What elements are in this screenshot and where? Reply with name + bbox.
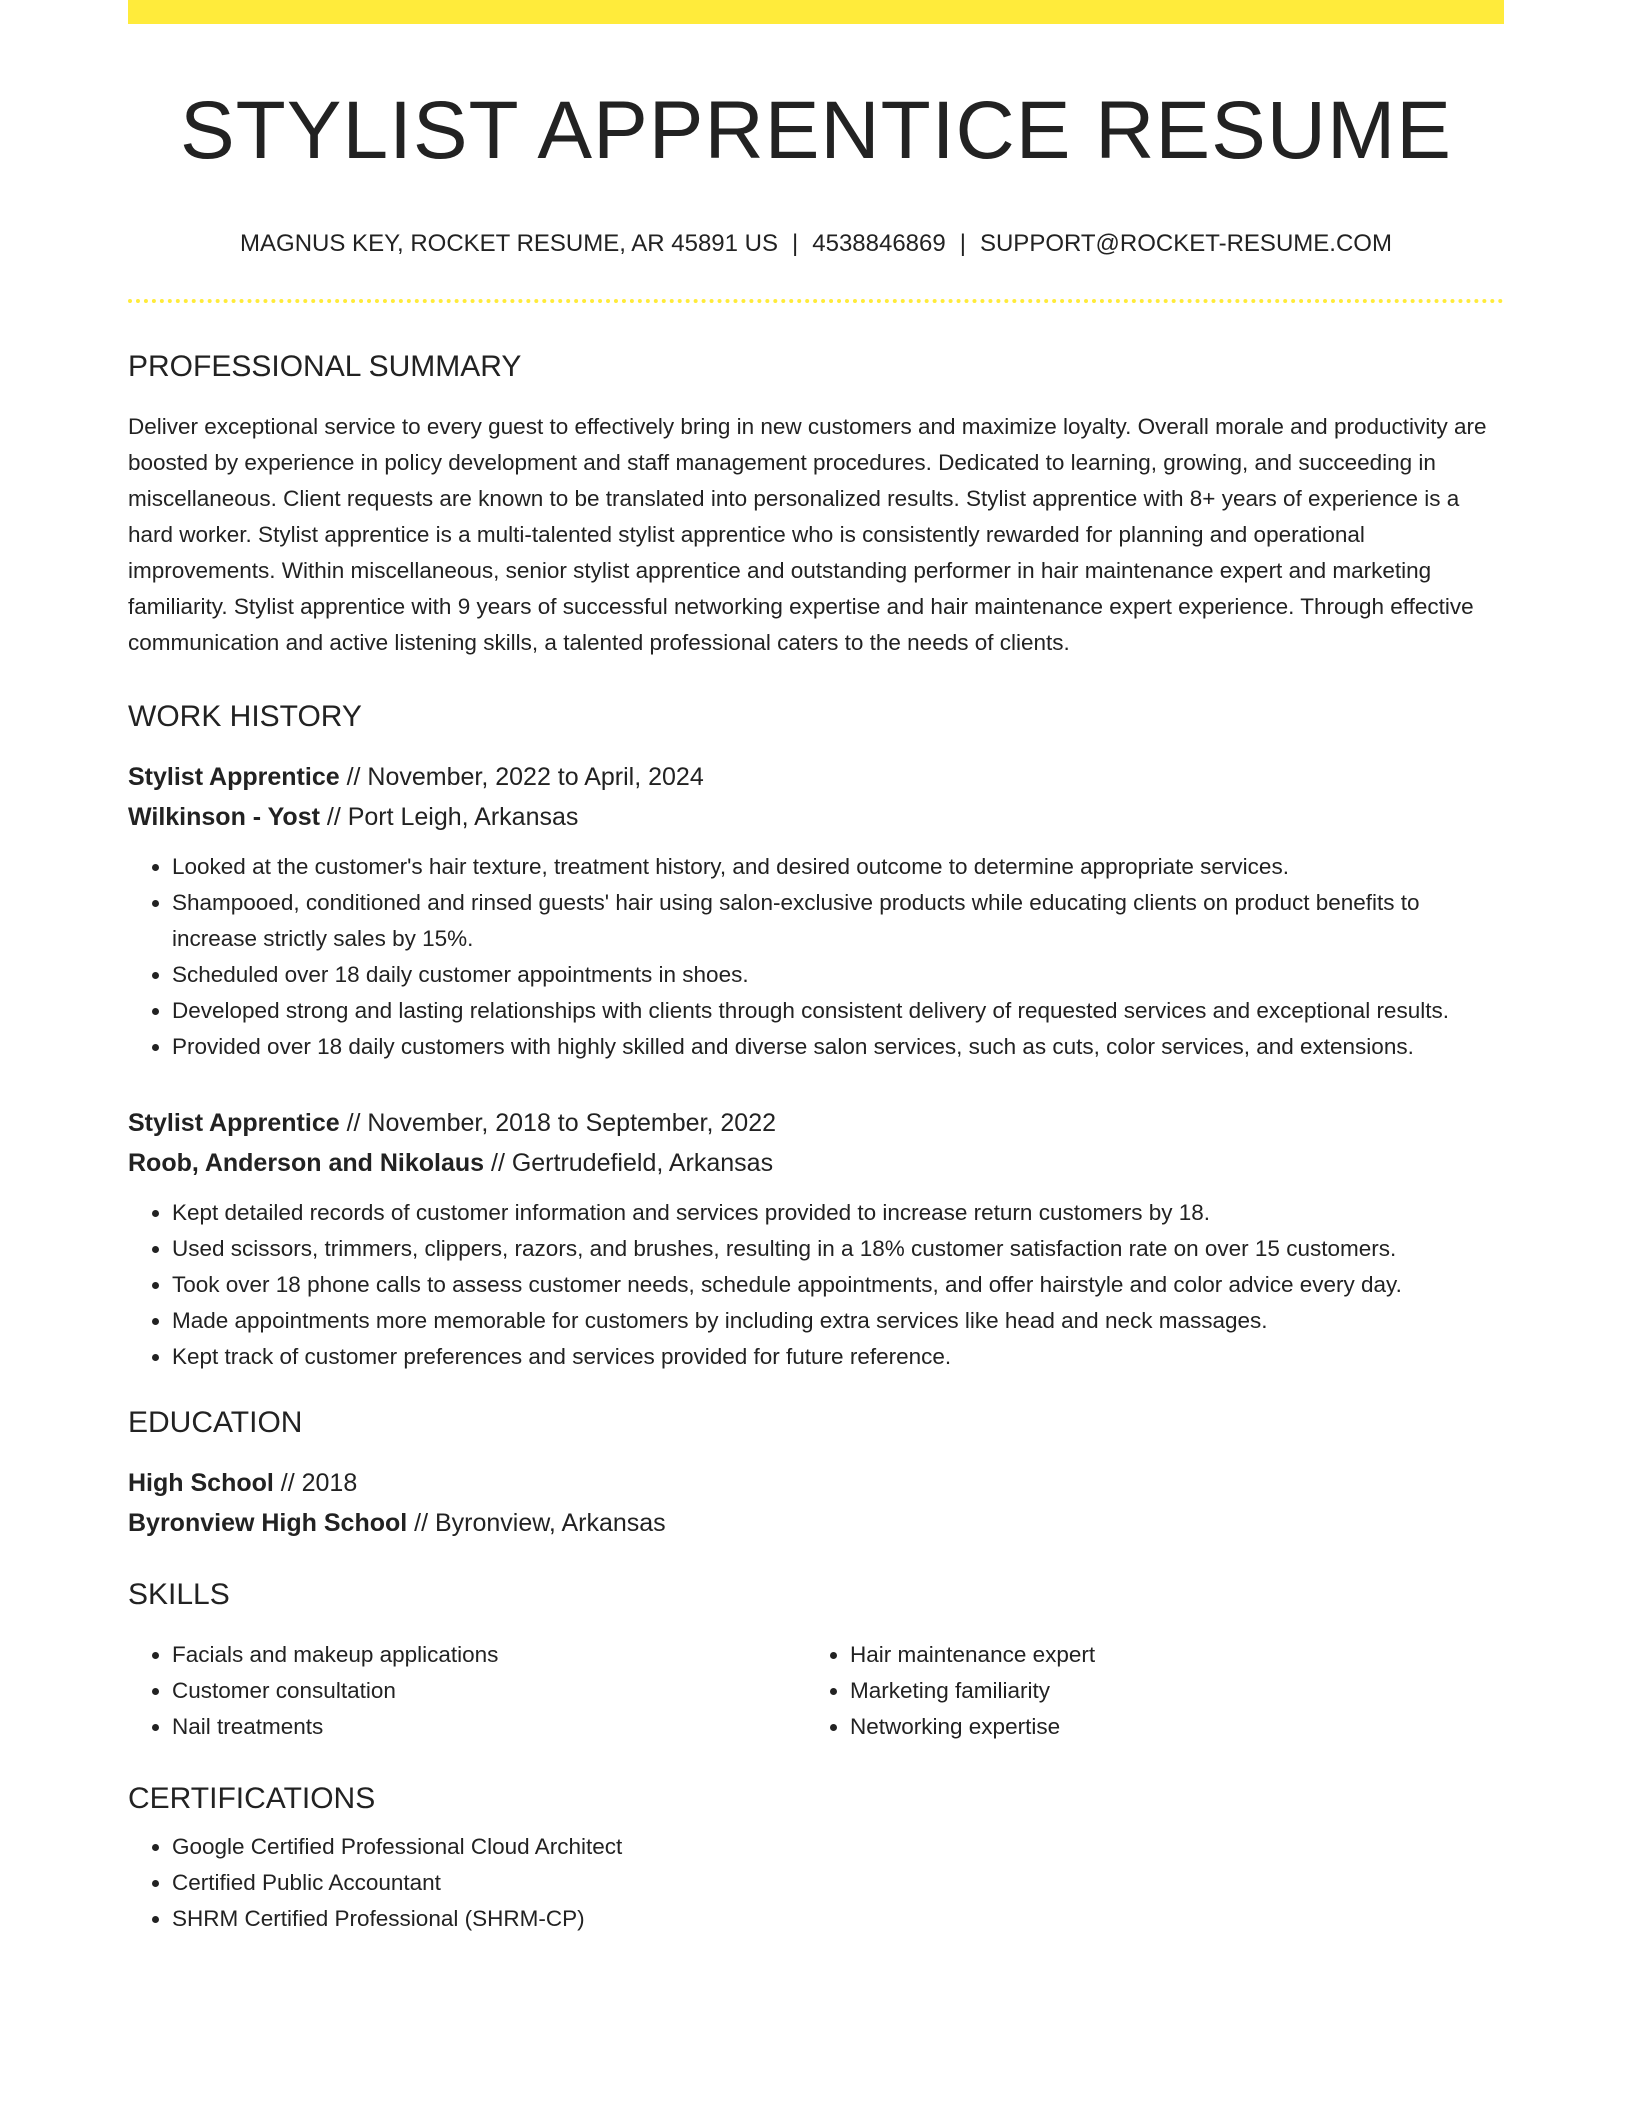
skill-item: • Hair maintenance expert <box>850 1637 1484 1673</box>
education-year: // 2018 <box>273 1469 358 1498</box>
job-bullet: • Provided over 18 daily customers with highly skilled and diverse salon services, such as cuts, color services, and extensions. <box>172 1029 1504 1065</box>
contact-email: SUPPORT@ROCKET-RESUME.COM <box>979 230 1392 258</box>
job-location: // Gertrudefield, Arkansas <box>484 1149 774 1178</box>
skill-item: • Networking expertise <box>850 1709 1484 1745</box>
certifications-heading: CERTIFICATIONS <box>128 1782 376 1816</box>
job-dates: // November, 2022 to April, 2024 <box>339 763 704 792</box>
job-bullet: • Looked at the customer's hair texture, treatment history, and desired outcome to determine appropriate services. <box>172 849 1504 885</box>
education-school-line <box>128 1503 1504 1543</box>
job-dates: // November, 2018 to September, 2022 <box>339 1109 777 1138</box>
job-title-line <box>128 1103 1504 1143</box>
education-degree-line <box>128 1463 1504 1503</box>
job-bullet: • Developed strong and lasting relationships with clients through consistent delivery of requested services and exceptional results. <box>172 993 1504 1029</box>
job-bullets <box>128 1195 1504 1375</box>
job-bullets <box>128 849 1504 1065</box>
certification-item: • Google Certified Professional Cloud Architect <box>172 1829 1504 1865</box>
job-entry <box>128 1103 1504 1375</box>
education-degree: High School <box>128 1469 274 1498</box>
skill-item: • Facials and makeup applications <box>172 1637 806 1673</box>
job-bullet: • Used scissors, trimmers, clippers, razors, and brushes, resulting in a 18% customer satisfaction rate on over 15 customers. <box>172 1231 1504 1267</box>
work-history-heading: WORK HISTORY <box>128 700 362 734</box>
job-entry <box>128 757 1504 1065</box>
contact-phone: 4538846869 <box>812 230 946 258</box>
skills-column-right <box>806 1637 1484 1745</box>
top-accent-bar <box>128 0 1504 24</box>
job-title-line <box>128 757 1504 797</box>
resume-title: STYLIST APPRENTICE RESUME <box>179 85 1453 176</box>
skills-heading: SKILLS <box>128 1578 230 1612</box>
skill-item: • Nail treatments <box>172 1709 806 1745</box>
education-school: Byronview High School <box>128 1509 408 1538</box>
certification-item: • Certified Public Accountant <box>172 1865 1504 1901</box>
job-company: Wilkinson - Yost <box>128 803 320 832</box>
job-bullet: • Took over 18 phone calls to assess customer needs, schedule appointments, and offer hairstyle and color advice every day. <box>172 1267 1504 1303</box>
certification-item: • SHRM Certified Professional (SHRM-CP) <box>172 1901 1504 1937</box>
education-heading: EDUCATION <box>128 1406 303 1440</box>
resume-page <box>128 0 1504 1937</box>
job-bullet: • Kept track of customer preferences and services provided for future reference. <box>172 1339 1504 1375</box>
job-title: Stylist Apprentice <box>128 763 340 792</box>
contact-separator: | <box>959 230 966 258</box>
certifications-list <box>128 1829 1504 1937</box>
job-company-line <box>128 1143 1504 1183</box>
skill-item: • Customer consultation <box>172 1673 806 1709</box>
summary-text: Deliver exceptional service to every guest to effectively bring in new customers and maximize loyalty. Overall morale and productivity are boosted by experience in policy development and staff management procedures. Dedicated to learning, growing, and succeeding in miscellaneous. Client requests are known to be translated into personalized results. Stylist apprentice with 8+ years of experience is a hard worker. Stylist apprentice is a multi-talented stylist apprentice who is consistently rewarded for planning and operational improvements. Within miscellaneous, senior stylist apprentice and outstanding performer in hair maintenance expert and marketing familiarity. Stylist apprentice with 9 years of successful networking expertise and hair maintenance expert experience. Through effective communication and active listening skills, a talented professional caters to the needs of clients. <box>128 414 1487 656</box>
summary-heading: PROFESSIONAL SUMMARY <box>128 350 522 384</box>
dotted-divider <box>128 299 1504 303</box>
skills-column-left <box>128 1637 806 1745</box>
job-location: // Port Leigh, Arkansas <box>319 803 579 832</box>
skill-item: • Marketing familiarity <box>850 1673 1484 1709</box>
contact-separator: | <box>792 230 799 258</box>
contact-address: MAGNUS KEY, ROCKET RESUME, AR 45891 US <box>240 230 779 258</box>
education-location: // Byronview, Arkansas <box>407 1509 666 1538</box>
job-company: Roob, Anderson and Nikolaus <box>128 1149 485 1178</box>
contact-line <box>128 230 1504 259</box>
skills-grid <box>128 1637 1504 1745</box>
job-bullet: • Kept detailed records of customer information and services provided to increase return customers by 18. <box>172 1195 1504 1231</box>
education-entry <box>128 1463 1504 1543</box>
job-bullet: • Made appointments more memorable for customers by including extra services like head and neck massages. <box>172 1303 1504 1339</box>
job-title: Stylist Apprentice <box>128 1109 340 1138</box>
job-company-line <box>128 797 1504 837</box>
job-bullet: • Scheduled over 18 daily customer appointments in shoes. <box>172 957 1504 993</box>
job-bullet: • Shampooed, conditioned and rinsed guests' hair using salon-exclusive products while educating clients on product benefits to increase strictly sales by 15%. <box>172 885 1504 957</box>
